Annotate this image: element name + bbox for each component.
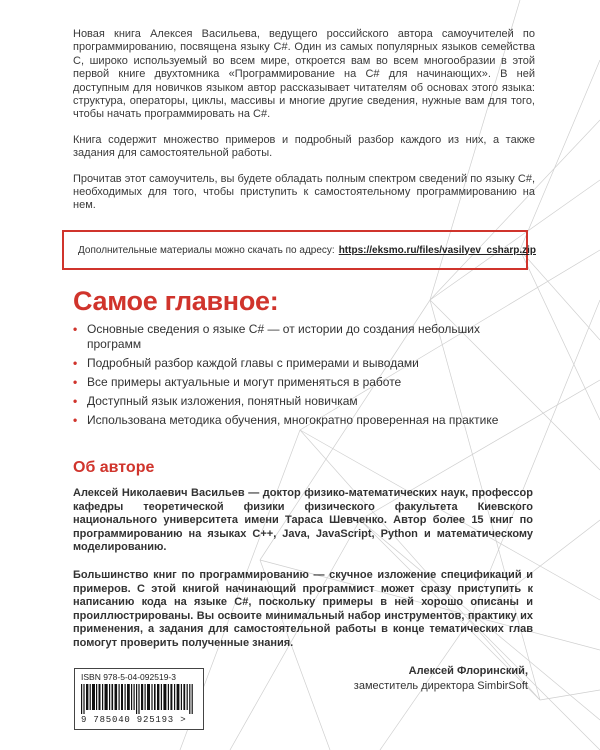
highlight-text: Основные сведения о языке C# — от истории до создания небольших программ (87, 322, 480, 351)
intro-paragraph-3: Прочитав этот самоучитель, вы будете обладать полным спектром сведений по языку C#, необходимых для того, чтобы приступить к самостоятельному программированию на нем. (73, 172, 535, 212)
bullet-dot-icon: • (73, 322, 78, 336)
bullet-dot-icon: • (73, 394, 78, 408)
intro-paragraph-2: Книга содержит множество примеров и подробный разбор каждого из них, а также задания для самостоятельной работы. (73, 133, 535, 160)
bullet-dot-icon: • (73, 375, 78, 389)
highlight-item (73, 413, 533, 428)
intro-paragraph-1: Новая книга Алексея Васильева, ведущего российского автора самоучителей по программированию, посвящена языку C#. Один из самых популярных языков семейства C, широко используемый во всем мире, откроется вам во всем многообразии в этой первой книге двухтомника «Программирование на C# для начинающих». В ней доступным для новичков языком автор рассказывает читателям об основах этого языка: структура, операторы, циклы, массивы и многие другие сведения, нужные вам для того, чтобы начать программировать на C#. (73, 28, 535, 121)
highlight-text: Подробный разбор каждой главы с примерами и выводами (87, 356, 419, 370)
barcode-digits: 9 785040 925193 > (81, 715, 187, 725)
reviewer-name: Алексей Флоринский, (408, 665, 528, 677)
highlights-heading: Самое главное: (73, 286, 279, 316)
author-section (73, 487, 533, 665)
download-label: Дополнительные материалы можно скачать по адресу: (78, 244, 335, 256)
author-review: Большинство книг по программированию — скучное изложение спецификаций и примеров. С этой книгой начинающий программист может сразу приступить к написанию кода на языке C#, поскольку примеры в ней хорошо описаны и проиллюстрированы. Вы освоите минимальный набор инструментов, практику их применения, а задания для самостоятельной работы в конце тематических глав помогут проверить полученные знания. (73, 568, 533, 649)
highlight-item (73, 356, 533, 371)
author-heading: Об авторе (73, 459, 155, 476)
intro-section (73, 28, 535, 225)
download-box (62, 230, 536, 270)
highlights-list (73, 322, 533, 432)
highlight-item (73, 322, 533, 352)
reviewer-signature (354, 664, 528, 694)
highlight-text: Использована методика обучения, многократно проверенная на практике (87, 413, 499, 427)
highlight-item (73, 394, 533, 409)
barcode-bars (81, 684, 197, 714)
highlight-item (73, 375, 533, 390)
highlight-text: Доступный язык изложения, понятный новичкам (87, 394, 358, 408)
author-bio: Алексей Николаевич Васильев — доктор физико-математических наук, профессор кафедры теоретической физики физического факультета Киевского национального университета имени Тараса Шевченко. Автор более 15 книг по программированию на языках С++, Java, JavaScript, Python и математическому моделированию. (73, 487, 533, 554)
bullet-dot-icon: • (73, 413, 78, 427)
download-url-link[interactable]: https://eksmo.ru/files/vasilyev_csharp.zip (338, 244, 536, 256)
highlight-text: Все примеры актуальные и могут применяться в работе (87, 375, 402, 389)
isbn-barcode (74, 668, 204, 730)
bullet-dot-icon: • (73, 356, 78, 370)
reviewer-title: заместитель директора SimbirSoft (353, 680, 528, 692)
isbn-number: ISBN 978-5-04-092519-3 (81, 672, 176, 682)
